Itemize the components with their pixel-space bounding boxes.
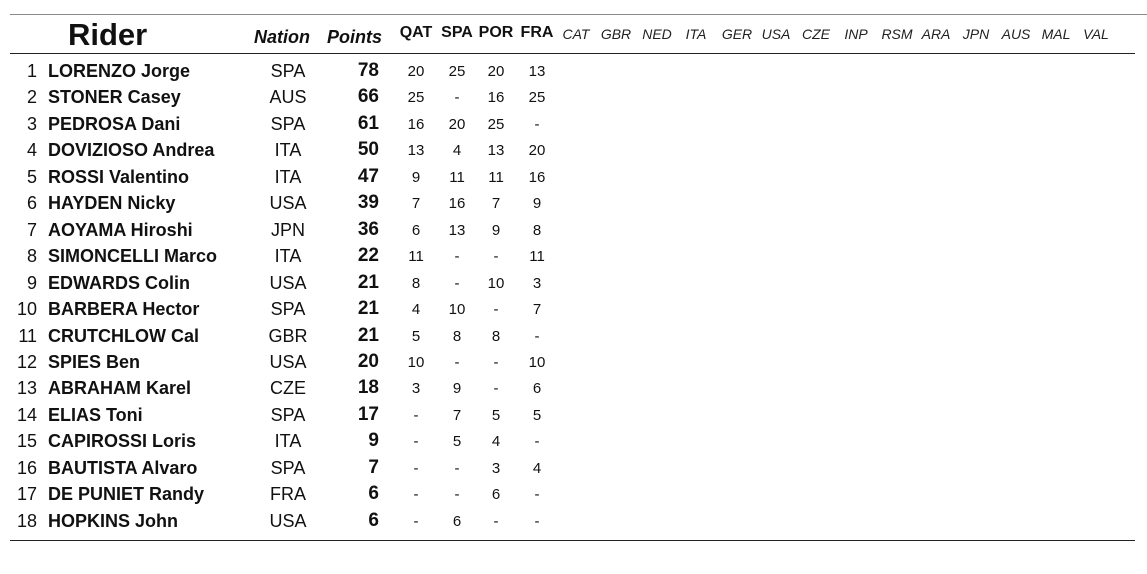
race-result-spa: 9 <box>452 380 462 398</box>
race-result-por: 13 <box>487 142 505 160</box>
table-row <box>0 272 1147 298</box>
race-header-inp: INP <box>844 26 868 42</box>
race-header-cze: CZE <box>802 26 830 42</box>
rider-position: 9 <box>26 272 37 293</box>
race-result-qat: 11 <box>408 248 424 266</box>
rider-points: 47 <box>357 165 379 187</box>
race-header-rsm: RSM <box>881 26 913 42</box>
race-result-spa: 8 <box>452 327 462 345</box>
race-result-qat: 16 <box>407 115 425 133</box>
rider-name: ELIAS Toni <box>48 404 143 425</box>
rider-position: 12 <box>16 351 37 372</box>
rider-name: LORENZO Jorge <box>48 61 191 81</box>
rider-position: 7 <box>26 219 37 240</box>
race-result-spa: 4 <box>452 142 462 160</box>
rider-position: 11 <box>18 325 37 346</box>
rider-name: ROSSI Valentino <box>48 166 190 187</box>
rider-name: ABRAHAM Karel <box>48 378 192 399</box>
race-header-ger: GER <box>721 26 753 42</box>
race-result-spa: - <box>454 274 460 292</box>
race-result-por: 10 <box>487 274 505 292</box>
rider-position: 17 <box>16 484 37 505</box>
race-result-por: 6 <box>491 486 501 504</box>
race-result-por: 8 <box>491 327 501 345</box>
race-result-fra: - <box>534 115 540 133</box>
rider-position: 5 <box>26 166 37 187</box>
race-result-fra: 4 <box>532 459 542 477</box>
race-result-por: - <box>493 301 499 319</box>
race-header-por: POR <box>478 24 514 41</box>
rider-points: 36 <box>357 218 379 240</box>
rider-points: 18 <box>357 377 379 399</box>
table-row <box>0 510 1147 536</box>
table-row <box>0 86 1147 112</box>
race-result-por: 3 <box>491 459 501 477</box>
race-result-fra: - <box>534 433 540 451</box>
race-result-fra: 20 <box>528 142 546 160</box>
race-result-spa: - <box>454 89 460 107</box>
rider-position: 14 <box>16 404 37 425</box>
race-result-qat: 20 <box>407 63 425 80</box>
race-result-fra: - <box>534 327 540 345</box>
rider-name: AOYAMA Hiroshi <box>48 219 193 240</box>
rider-nation: USA <box>269 193 307 214</box>
race-result-spa: 25 <box>448 63 466 80</box>
rider-points: 9 <box>368 430 379 452</box>
race-result-spa: 13 <box>448 221 466 239</box>
rider-points: 20 <box>357 350 379 372</box>
rider-name: DE PUNIET Randy <box>48 484 205 505</box>
table-row <box>0 245 1147 271</box>
rider-points: 21 <box>357 271 379 293</box>
rider-nation: SPA <box>270 61 306 81</box>
race-result-spa: - <box>454 248 460 266</box>
rider-column-header: Rider <box>68 17 148 52</box>
table-row <box>0 325 1147 351</box>
race-result-por: 4 <box>491 433 501 451</box>
race-result-qat: 13 <box>407 142 425 160</box>
rider-name: SIMONCELLI Marco <box>48 246 218 267</box>
rider-nation: FRA <box>270 484 306 505</box>
race-result-spa: - <box>454 459 460 477</box>
rider-name: BARBERA Hector <box>48 299 200 320</box>
rider-points: 22 <box>357 245 379 267</box>
race-result-fra: 9 <box>532 195 542 213</box>
table-row <box>0 457 1147 483</box>
race-result-spa: 5 <box>452 433 462 451</box>
table-row <box>0 192 1147 218</box>
race-header-ita: ITA <box>685 26 707 42</box>
race-result-fra: 3 <box>532 274 542 292</box>
race-header-jpn: JPN <box>962 26 990 42</box>
rider-points: 17 <box>357 403 379 425</box>
race-header-ara: ARA <box>921 26 951 42</box>
nation-column-header: Nation <box>254 27 310 47</box>
race-result-qat: 9 <box>411 168 421 186</box>
points-column-header: Points <box>327 27 383 47</box>
rider-nation: AUS <box>269 87 307 108</box>
rider-points: 78 <box>357 60 379 81</box>
table-row <box>0 166 1147 192</box>
rider-position: 6 <box>26 193 37 214</box>
rider-points: 6 <box>368 509 379 531</box>
rider-nation: SPA <box>270 457 306 478</box>
race-result-spa: 16 <box>448 195 466 213</box>
rider-name: DOVIZIOSO Andrea <box>48 140 215 161</box>
rider-points: 50 <box>357 139 379 161</box>
table-row <box>0 139 1147 165</box>
header-rule <box>10 53 1135 54</box>
table-row <box>0 404 1147 430</box>
race-result-por: - <box>493 248 499 266</box>
table-row <box>0 113 1147 139</box>
table-row <box>0 219 1147 245</box>
race-result-qat: 25 <box>407 89 425 107</box>
rider-points: 7 <box>368 456 379 478</box>
table-row <box>0 298 1147 324</box>
rider-nation: ITA <box>274 431 302 452</box>
race-result-spa: 10 <box>448 301 466 319</box>
race-result-qat: 4 <box>411 301 421 319</box>
race-result-fra: - <box>534 512 540 530</box>
race-result-fra: 13 <box>528 63 546 80</box>
rider-position: 16 <box>16 457 37 478</box>
rider-position: 10 <box>16 299 37 320</box>
rider-points: 66 <box>357 86 379 108</box>
rider-name: CAPIROSSI Loris <box>48 431 197 452</box>
rider-nation: SPA <box>270 404 306 425</box>
table-row <box>0 430 1147 456</box>
race-result-qat: - <box>413 486 419 504</box>
race-result-qat: - <box>413 512 419 530</box>
rider-name: SPIES Ben <box>48 351 141 372</box>
race-header-aus: AUS <box>1001 26 1031 42</box>
rider-name: EDWARDS Colin <box>48 272 190 293</box>
race-header-spa: SPA <box>441 24 473 41</box>
table-row <box>0 377 1147 403</box>
rider-name: HAYDEN Nicky <box>48 193 176 214</box>
table-row <box>0 483 1147 509</box>
rider-nation: USA <box>269 351 307 372</box>
race-result-fra: 6 <box>532 380 542 398</box>
rider-name: CRUTCHLOW Cal <box>48 325 199 346</box>
race-result-spa: - <box>454 353 460 371</box>
rider-nation: ITA <box>274 246 302 267</box>
rider-name: HOPKINS John <box>48 510 179 531</box>
race-result-fra: 8 <box>532 221 542 239</box>
race-header-val: VAL <box>1083 26 1109 42</box>
rider-position: 13 <box>16 378 37 399</box>
rider-position: 4 <box>26 140 37 161</box>
rider-points: 6 <box>368 483 379 505</box>
race-result-por: 5 <box>491 406 501 424</box>
race-header-mal: MAL <box>1041 26 1071 42</box>
table-row <box>0 60 1147 86</box>
standings-header <box>0 0 1147 53</box>
race-result-qat: 6 <box>411 221 421 239</box>
race-result-por: 16 <box>487 89 505 107</box>
race-result-qat: 10 <box>407 353 425 371</box>
race-result-fra: - <box>534 486 540 504</box>
race-header-cat: CAT <box>562 26 590 42</box>
rider-position: 18 <box>16 510 37 531</box>
rider-position: 3 <box>26 113 37 134</box>
race-result-fra: 16 <box>528 168 546 186</box>
rider-points: 21 <box>357 324 379 346</box>
rider-points: 39 <box>357 192 379 214</box>
race-result-por: 9 <box>491 221 501 239</box>
race-result-spa: 7 <box>452 406 462 424</box>
race-result-qat: 8 <box>411 274 421 292</box>
race-result-fra: 11 <box>529 248 545 266</box>
rider-position: 8 <box>26 246 37 267</box>
race-result-spa: 6 <box>452 512 462 530</box>
race-result-qat: 3 <box>411 380 421 398</box>
rider-position: 15 <box>16 431 37 452</box>
race-header-fra: FRA <box>520 24 554 41</box>
race-result-por: - <box>493 512 499 530</box>
race-result-fra: 5 <box>532 406 542 424</box>
race-result-fra: 25 <box>528 89 546 107</box>
race-result-por: 25 <box>487 115 505 133</box>
race-result-por: 7 <box>491 195 501 213</box>
race-result-qat: - <box>413 433 419 451</box>
race-result-qat: - <box>413 459 419 477</box>
rider-nation: CZE <box>270 378 306 399</box>
table-row <box>0 351 1147 377</box>
race-result-por: - <box>493 353 499 371</box>
race-result-fra: 10 <box>528 353 546 371</box>
rider-nation: ITA <box>274 166 302 187</box>
bottom-rule <box>10 540 1135 541</box>
rider-name: PEDROSA Dani <box>48 113 181 134</box>
race-result-por: 20 <box>487 63 505 80</box>
rider-position: 1 <box>26 61 37 81</box>
rider-name: STONER Casey <box>48 87 181 108</box>
rider-points: 21 <box>357 298 379 320</box>
race-result-spa: - <box>454 486 460 504</box>
rider-nation: JPN <box>270 219 306 240</box>
rider-nation: SPA <box>270 299 306 320</box>
rider-nation: ITA <box>274 140 302 161</box>
race-result-qat: 7 <box>411 195 421 213</box>
race-result-fra: 7 <box>532 301 542 319</box>
race-result-qat: 5 <box>411 327 421 345</box>
race-result-por: - <box>493 380 499 398</box>
race-header-gbr: GBR <box>600 26 632 42</box>
rider-nation: USA <box>269 272 307 293</box>
rider-position: 2 <box>26 87 37 108</box>
race-result-spa: 11 <box>449 168 465 186</box>
race-result-spa: 20 <box>448 115 466 133</box>
race-result-por: 11 <box>488 168 504 186</box>
rider-nation: GBR <box>268 325 308 346</box>
race-header-ned: NED <box>642 26 672 42</box>
race-header-qat: QAT <box>399 24 433 41</box>
rider-nation: SPA <box>270 113 306 134</box>
race-result-qat: - <box>413 406 419 424</box>
rider-points: 61 <box>357 112 379 134</box>
rider-nation: USA <box>269 510 307 531</box>
race-header-usa: USA <box>761 26 791 42</box>
rider-name: BAUTISTA Alvaro <box>48 457 198 478</box>
